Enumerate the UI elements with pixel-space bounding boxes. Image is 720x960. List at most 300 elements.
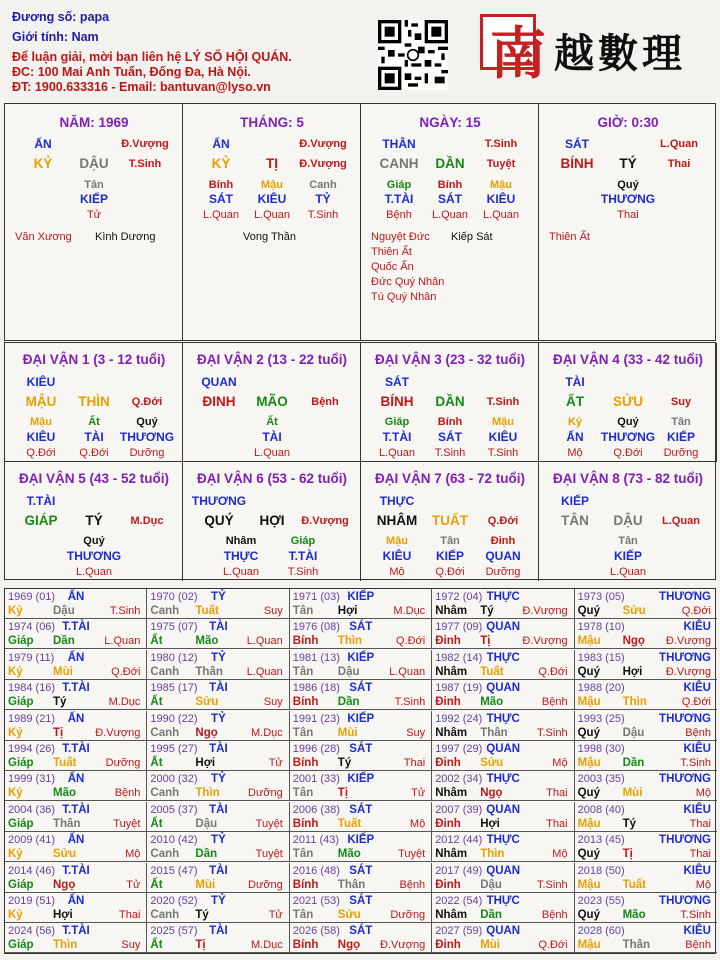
year-state: Mộ [552, 757, 568, 769]
heavenly-stem: KỶ [33, 156, 53, 171]
year-god: T.TÀI [62, 803, 90, 816]
earthly-branch: TUẤT [432, 513, 468, 528]
hidden-state: L.Quan [253, 447, 291, 459]
year-branch: Sửu [53, 848, 77, 861]
year-cell[interactable] [290, 741, 432, 771]
year-cell[interactable] [432, 619, 574, 649]
year-branch: Mão [337, 848, 361, 861]
year-stem: Quý [577, 605, 600, 617]
year-label: 1980 (12) [150, 651, 198, 664]
branch-state: L.Quan [662, 515, 700, 527]
year-branch: Mùi [622, 787, 643, 800]
year-cell[interactable] [147, 741, 289, 771]
year-branch: Hợi [480, 817, 500, 830]
year-stem: Đinh [435, 939, 461, 952]
year-god: T.TÀI [62, 682, 90, 695]
year-cell[interactable] [290, 589, 432, 619]
year-god: T.TÀI [62, 743, 90, 755]
year-state: Bệnh [541, 909, 568, 921]
branch-state: M.Dục [130, 515, 164, 527]
year-label: 1969 (01) [8, 591, 56, 603]
year-label: 1976 (08) [292, 621, 340, 634]
year-cell[interactable] [5, 650, 147, 680]
year-state: Tử [126, 878, 141, 891]
hidden-state: L.Quan [75, 566, 113, 578]
year-god: SÁT [349, 682, 373, 695]
dai-van-cell[interactable] [183, 343, 361, 462]
hidden-state: Dưỡng [663, 447, 699, 459]
hidden-god: THỰC [223, 549, 259, 563]
hidden-stem: Tân [618, 535, 638, 547]
earthly-branch: TÝ [619, 156, 637, 171]
year-label: 1990 (22) [150, 712, 198, 725]
year-branch: Mão [195, 635, 219, 648]
year-cell[interactable] [575, 802, 717, 832]
year-state: Mộ [695, 878, 711, 891]
year-cell[interactable] [147, 711, 289, 741]
year-cell[interactable] [575, 863, 717, 893]
dai-van-title: ĐẠI VẬN 3 (23 - 32 tuổi) [374, 352, 526, 367]
year-god: TỶ [211, 712, 226, 725]
year-god: KIẾP [347, 834, 375, 847]
year-stem: Giáp [8, 939, 34, 952]
hidden-state: Tử [86, 209, 102, 221]
logo-text: 南 越數理 [490, 21, 686, 87]
year-branch: Dậu [480, 878, 502, 891]
year-god: KIÊU [683, 682, 711, 695]
year-stem: Đinh [435, 878, 461, 891]
branch-state: Thai [667, 158, 691, 170]
year-cell[interactable] [5, 589, 147, 619]
year-branch: Tị [480, 635, 491, 648]
hidden-stem: Nhâm [225, 535, 257, 547]
dai-van-cell[interactable] [361, 343, 539, 462]
year-god: THƯƠNG [659, 651, 711, 664]
star-label: Vong Thần [243, 231, 297, 243]
year-state: Tử [268, 757, 283, 769]
dai-van-cell[interactable] [5, 343, 183, 462]
year-stem: Quý [577, 665, 600, 678]
hidden-stem: Giáp [386, 179, 412, 191]
dai-van-panel [4, 342, 716, 580]
year-label: 1970 (02) [150, 591, 198, 603]
dai-van-cell[interactable] [361, 462, 539, 581]
year-state: Q.Đới [111, 665, 141, 678]
year-label: 2020 (52) [150, 895, 198, 907]
star-label: Thiên Ất [371, 246, 412, 258]
year-branch: Hợi [622, 665, 643, 678]
year-stem: Ất [150, 878, 163, 891]
year-cell[interactable] [5, 863, 147, 893]
year-stem: Đinh [435, 635, 461, 648]
year-stem: Mậu [577, 817, 601, 830]
year-cell[interactable] [5, 619, 147, 649]
year-cell[interactable] [147, 923, 289, 953]
year-state: Thai [546, 817, 568, 830]
year-state: L.Quan [246, 635, 283, 648]
year-cell[interactable] [575, 893, 717, 923]
year-branch: Dần [480, 909, 502, 921]
year-cell[interactable] [147, 619, 289, 649]
year-cell[interactable] [147, 771, 289, 801]
year-god: THỰC [486, 712, 520, 725]
year-label: 2004 (36) [8, 803, 56, 816]
four-pillars-panel [4, 103, 716, 341]
year-state: Tử [411, 787, 426, 800]
year-god: KIÊU [683, 864, 711, 877]
year-cell[interactable] [432, 923, 574, 953]
hidden-stem: Mậu [492, 416, 514, 428]
year-god: TÀI [209, 621, 228, 634]
year-branch: Sửu [195, 696, 219, 709]
year-god: SÁT [349, 621, 373, 634]
gender: Giới tính: Nam [12, 30, 99, 44]
earthly-branch: DẦN [435, 156, 465, 171]
hidden-state: L.Quan [431, 209, 469, 221]
hidden-stem: Kỷ [567, 416, 583, 428]
year-stem: Canh [150, 605, 180, 617]
year-cell[interactable] [290, 619, 432, 649]
pillar-title: THÁNG: 5 [240, 115, 304, 130]
year-label: 1989 (21) [8, 712, 56, 725]
year-state: Tuyệt [113, 817, 141, 830]
dai-van-stem-god: KIÊU [26, 375, 56, 389]
year-cell[interactable] [5, 771, 147, 801]
year-stem: Ất [150, 757, 163, 769]
hidden-stem: Đinh [490, 535, 516, 547]
year-cell[interactable] [290, 680, 432, 710]
dai-van-title: ĐẠI VẬN 2 (13 - 22 tuổi) [196, 352, 348, 367]
year-state: L.Quan [104, 635, 141, 648]
year-label: 2002 (34) [435, 773, 483, 786]
hidden-god: KIÊU [257, 192, 287, 206]
year-state: Đ.Vượng [380, 939, 426, 952]
year-stem: Kỷ [8, 848, 23, 861]
year-cell[interactable] [147, 650, 289, 680]
year-label: 2001 (33) [292, 773, 340, 786]
year-stem: Nhâm [435, 848, 468, 861]
year-state: Suy [406, 726, 426, 739]
year-cell[interactable] [432, 832, 574, 862]
year-stem: Canh [150, 787, 180, 800]
year-god: ẤN [67, 773, 85, 786]
pillar-stem-state: T.Sinh [484, 138, 518, 150]
year-cell[interactable] [5, 832, 147, 862]
year-label: 1994 (26) [8, 743, 56, 755]
year-state: Q.Đới [681, 605, 711, 617]
hidden-stem: Mậu [490, 179, 512, 191]
pillar-stem-state: L.Quan [660, 138, 698, 150]
year-state: Bệnh [541, 696, 568, 709]
year-state: Dưỡng [105, 757, 141, 769]
year-state: Bệnh [114, 787, 141, 800]
year-god: KIÊU [683, 743, 711, 755]
heavenly-stem: BÍNH [380, 394, 414, 409]
year-cell[interactable] [575, 650, 717, 680]
year-cell[interactable] [290, 771, 432, 801]
year-label: 1995 (27) [150, 743, 198, 755]
heavenly-stem: KỶ [211, 156, 231, 171]
year-god: QUAN [486, 925, 521, 938]
year-branch: Tý [337, 757, 352, 769]
dai-van-cell[interactable] [183, 462, 361, 581]
year-branch: Mão [480, 696, 504, 709]
year-cell[interactable] [432, 771, 574, 801]
year-cell[interactable] [432, 893, 574, 923]
year-label: 1985 (17) [150, 682, 198, 695]
year-cell[interactable] [5, 741, 147, 771]
year-cell[interactable] [575, 711, 717, 741]
branch-state: T.Sinh [128, 158, 162, 170]
year-label: 2014 (46) [8, 864, 56, 877]
year-state: Thai [689, 848, 711, 861]
year-state: T.Sinh [537, 726, 568, 739]
year-branch: Ngọ [53, 878, 76, 891]
year-cell[interactable] [147, 802, 289, 832]
year-god: THỰC [486, 773, 520, 786]
pillar-title: NGÀY: 15 [419, 115, 481, 130]
year-stem: Bính [292, 696, 319, 709]
year-branch: Thìn [622, 696, 647, 709]
year-cell[interactable] [290, 863, 432, 893]
year-cell[interactable] [575, 741, 717, 771]
year-cell[interactable] [575, 923, 717, 953]
year-label: 2015 (47) [150, 864, 198, 877]
year-stem: Nhâm [435, 665, 468, 678]
year-cell[interactable] [147, 863, 289, 893]
year-stem: Bính [292, 878, 319, 891]
branch-state: Bệnh [311, 396, 339, 408]
year-state: Bệnh [685, 939, 711, 952]
year-cell[interactable] [575, 619, 717, 649]
year-branch: Mùi [195, 878, 216, 891]
phone-email-line[interactable]: ĐT: 1900.633316 - Email: bantuvan@lyso.vn [12, 80, 271, 94]
hidden-state: Thai [617, 209, 639, 221]
hidden-god: KIẾP [79, 192, 109, 206]
year-branch: Thân [337, 878, 366, 891]
year-label: 2010 (42) [150, 834, 198, 847]
year-stem: Nhâm [435, 787, 468, 800]
hidden-stem: Tân [671, 416, 691, 428]
year-branch: Thân [480, 726, 508, 739]
branch-state: Đ.Vượng [301, 515, 349, 527]
year-god: TÀI [209, 864, 228, 877]
year-cell[interactable] [290, 832, 432, 862]
year-state: Thai [403, 757, 426, 769]
year-state: Tử [268, 909, 283, 921]
year-label: 1981 (13) [292, 651, 340, 664]
hidden-state: Q.Đới [26, 447, 56, 459]
year-stem: Tân [292, 848, 314, 861]
year-cell[interactable] [432, 741, 574, 771]
year-state: M.Dục [251, 726, 283, 739]
dai-van-stem-god: SÁT [385, 375, 409, 389]
year-state: T.Sinh [680, 757, 711, 769]
year-stem: Mậu [577, 878, 601, 891]
year-branch: Thân [53, 817, 81, 830]
year-cell[interactable] [290, 650, 432, 680]
year-stem: Tân [292, 726, 314, 739]
year-stem: Canh [150, 848, 180, 861]
hidden-state: L.Quan [609, 566, 647, 578]
year-branch: Dậu [195, 817, 218, 830]
dai-van-cell[interactable] [539, 343, 717, 462]
year-label: 1993 (25) [577, 712, 625, 725]
year-stem: Bính [292, 635, 319, 648]
year-god: QUAN [486, 743, 521, 755]
year-branch: Ngọ [337, 939, 361, 952]
dai-van-title: ĐẠI VẬN 1 (3 - 12 tuổi) [22, 352, 166, 367]
year-cell[interactable] [290, 711, 432, 741]
year-god: TỶ [211, 834, 226, 847]
year-stem: Kỷ [8, 605, 23, 617]
hidden-state: Dưỡng [129, 447, 165, 459]
hidden-stem: Quý [617, 179, 639, 191]
year-stem: Canh [150, 665, 180, 678]
hidden-god: TÀI [262, 430, 282, 444]
hidden-stem: Mậu [30, 416, 52, 428]
year-cell[interactable] [5, 802, 147, 832]
hidden-god: ẤN [566, 430, 584, 444]
hidden-god: THƯƠNG [66, 549, 122, 563]
year-branch: Tị [622, 848, 633, 861]
hidden-stem: Ất [88, 416, 100, 428]
year-cell[interactable] [147, 680, 289, 710]
year-cell[interactable] [147, 832, 289, 862]
year-cell[interactable] [5, 711, 147, 741]
hidden-state: T.Sinh [287, 566, 319, 578]
year-state: Suy [263, 605, 283, 617]
year-cell[interactable] [432, 680, 574, 710]
year-stem: Đinh [435, 757, 461, 769]
year-cell[interactable] [5, 923, 147, 953]
year-label: 2008 (40) [577, 803, 625, 816]
pillar-column [5, 104, 183, 340]
branch-state: Đ.Vượng [299, 158, 347, 170]
year-cell[interactable] [147, 893, 289, 923]
dai-van-title: ĐẠI VẬN 6 (53 - 62 tuổi) [196, 471, 348, 486]
year-stem: Mậu [577, 635, 601, 648]
year-god: SÁT [349, 925, 373, 938]
year-cell[interactable] [290, 802, 432, 832]
heavenly-stem: GIÁP [24, 513, 58, 528]
hidden-state: L.Quan [222, 566, 260, 578]
year-god: TỶ [211, 651, 226, 664]
hidden-stem: Canh [309, 179, 337, 191]
year-state: Bệnh [685, 726, 711, 739]
branch-state: Tuyệt [486, 158, 516, 170]
year-state: Mộ [695, 787, 711, 800]
year-cell[interactable] [432, 711, 574, 741]
dai-van-stem-god: QUAN [201, 375, 237, 389]
year-stem: Quý [577, 848, 600, 861]
year-cell[interactable] [432, 589, 574, 619]
year-stem: Tân [292, 605, 314, 617]
year-stem: Giáp [8, 635, 34, 648]
hidden-god: KIÊU [488, 430, 518, 444]
year-branch: Thìn [53, 939, 78, 952]
year-cell[interactable] [290, 923, 432, 953]
year-cell[interactable] [5, 893, 147, 923]
year-label: 1999 (31) [8, 773, 56, 786]
star-label: Quốc Ấn [371, 261, 414, 273]
year-branch: Dần [53, 635, 75, 648]
year-stem: Ất [150, 696, 163, 709]
year-branch: Sửu [480, 757, 504, 769]
star-label: Tú Quý Nhân [371, 291, 437, 303]
year-god: THỰC [486, 591, 520, 603]
hidden-stem: Giáp [384, 416, 410, 428]
year-label: 2017 (49) [435, 864, 483, 877]
year-god: TỶ [211, 895, 226, 907]
year-cell[interactable] [575, 771, 717, 801]
year-god: THỰC [486, 834, 520, 847]
year-branch: Tị [195, 939, 206, 952]
year-god: KIẾP [347, 651, 375, 664]
year-label: 2023 (55) [577, 895, 625, 907]
year-state: Suy [263, 696, 283, 709]
year-state: Dưỡng [248, 878, 283, 891]
hidden-state: L.Quan [253, 209, 291, 221]
year-state: Suy [121, 939, 141, 952]
hidden-god: KIÊU [26, 430, 56, 444]
annual-luck-grid [4, 588, 716, 954]
year-god: KIÊU [683, 803, 711, 816]
dai-van-cell[interactable] [539, 462, 717, 581]
year-state: Tuyệt [255, 848, 283, 861]
year-cell[interactable] [432, 650, 574, 680]
address-line: ĐC: 100 Mai Anh Tuấn, Đống Đa, Hà Nội. [12, 65, 251, 79]
year-stem: Nhâm [435, 909, 468, 921]
year-label: 1992 (24) [435, 712, 483, 725]
year-stem: Canh [150, 726, 180, 739]
year-state: Q.Đới [538, 939, 568, 952]
year-branch: Ngọ [622, 635, 645, 648]
year-god: SÁT [349, 803, 373, 816]
year-cell[interactable] [432, 863, 574, 893]
year-branch: Sửu [337, 909, 361, 921]
year-cell[interactable] [432, 802, 574, 832]
year-label: 1983 (15) [577, 651, 625, 664]
hidden-state: Q.Đới [613, 447, 643, 459]
hidden-stem: Bính [437, 416, 463, 428]
year-cell[interactable] [575, 680, 717, 710]
year-cell[interactable] [290, 893, 432, 923]
star-label: Kình Dương [95, 231, 156, 243]
year-stem: Đinh [435, 817, 461, 830]
year-cell[interactable] [575, 832, 717, 862]
year-god: ẤN [67, 895, 85, 907]
dai-van-cell[interactable] [5, 462, 183, 581]
qr-code-icon[interactable] [378, 20, 448, 90]
year-stem: Ất [150, 817, 163, 830]
heavenly-stem: MẬU [25, 394, 57, 409]
year-branch: Tị [337, 787, 349, 800]
year-branch: Mùi [53, 665, 73, 678]
year-cell[interactable] [147, 589, 289, 619]
year-god: TÀI [209, 803, 228, 816]
year-state: Đ.Vượng [665, 665, 711, 678]
branch-state: Suy [670, 396, 692, 408]
year-stem: Tân [292, 787, 314, 800]
year-cell[interactable] [575, 589, 717, 619]
year-label: 1997 (29) [435, 743, 483, 755]
year-branch: Dậu [337, 665, 360, 678]
hidden-stem: Ất [266, 416, 278, 428]
year-stem: Giáp [8, 817, 34, 830]
year-branch: Hợi [195, 757, 216, 769]
year-cell[interactable] [5, 680, 147, 710]
